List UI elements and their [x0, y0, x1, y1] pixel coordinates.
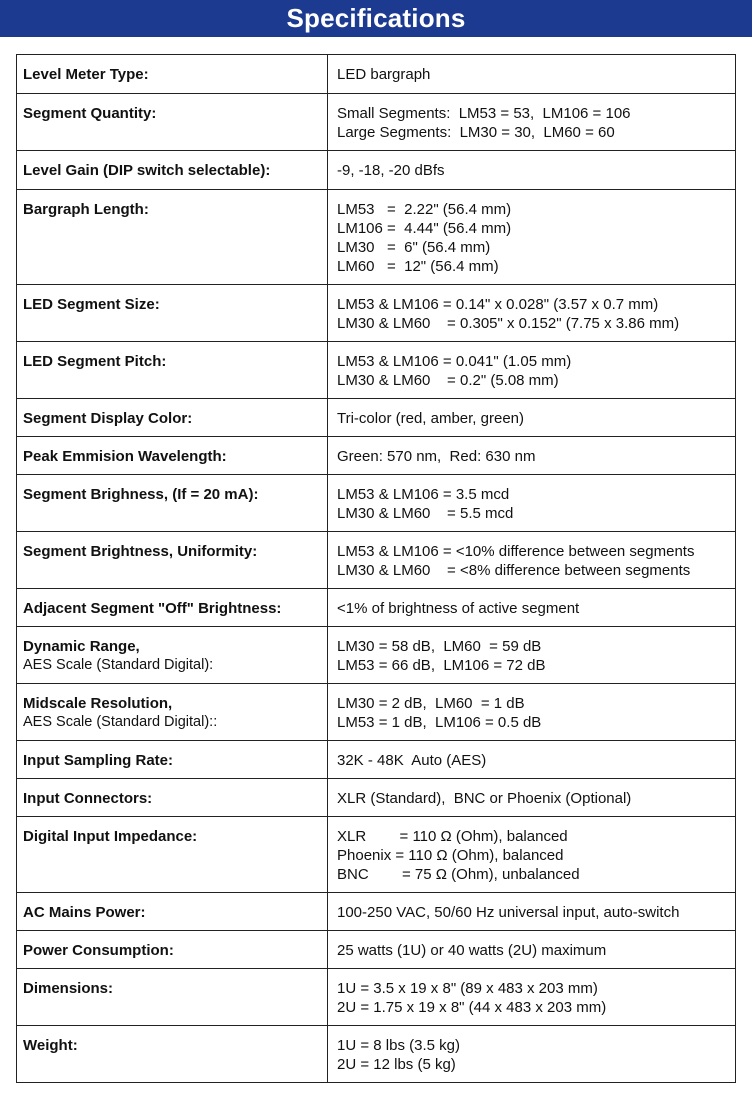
spec-label: Segment Display Color: — [23, 410, 193, 427]
spec-label-cell — [17, 893, 328, 931]
spec-label: Adjacent Segment "Off" Brightness: — [23, 600, 282, 617]
spec-value-cell — [328, 285, 736, 342]
spec-label: Segment Quantity: — [23, 105, 157, 122]
spec-label-cell — [17, 437, 328, 475]
spec-value: LM53 = 2.22" (56.4 mm) — [337, 201, 512, 218]
spec-value: LM53 & LM106 = 0.041" (1.05 mm) — [337, 353, 572, 370]
spec-label-sub: AES Scale (Standard Digital): — [23, 657, 214, 673]
spec-value-cell — [328, 817, 736, 893]
spec-value-cell — [328, 94, 736, 151]
spec-label: Peak Emmision Wavelength: — [23, 448, 227, 465]
spec-label-cell — [17, 342, 328, 399]
spec-value-cell — [328, 342, 736, 399]
spec-row — [17, 893, 736, 931]
spec-value-cell — [328, 399, 736, 437]
spec-label: Level Gain (DIP switch selectable): — [23, 162, 271, 179]
spec-value: LED bargraph — [337, 66, 431, 83]
spec-value: Small Segments: LM53 = 53, LM106 = 106 — [337, 105, 631, 122]
spec-value-cell — [328, 151, 736, 190]
spec-label: Midscale Resolution, — [23, 695, 173, 712]
spec-value: 32K - 48K Auto (AES) — [337, 752, 487, 769]
spec-label-cell — [17, 779, 328, 817]
spec-row — [17, 532, 736, 589]
spec-value: 2U = 1.75 x 19 x 8" (44 x 483 x 203 mm) — [337, 999, 607, 1016]
spec-value-cell — [328, 893, 736, 931]
spec-row — [17, 627, 736, 684]
spec-row — [17, 190, 736, 285]
spec-label: Dynamic Range, — [23, 638, 140, 655]
spec-label-cell — [17, 399, 328, 437]
spec-label-cell — [17, 94, 328, 151]
spec-table — [16, 54, 736, 1083]
spec-value-cell — [328, 475, 736, 532]
spec-label-cell — [17, 589, 328, 627]
spec-value-cell — [328, 55, 736, 94]
spec-row — [17, 399, 736, 437]
spec-label: Weight: — [23, 1037, 78, 1054]
spec-label: Input Sampling Rate: — [23, 752, 173, 769]
spec-value: <1% of brightness of active segment — [337, 600, 580, 617]
spec-value: LM53 & LM106 = 3.5 mcd — [337, 486, 510, 503]
spec-value-cell — [328, 741, 736, 779]
spec-label: Level Meter Type: — [23, 66, 149, 83]
spec-row — [17, 151, 736, 190]
spec-value-cell — [328, 589, 736, 627]
spec-row — [17, 817, 736, 893]
spec-label: Input Connectors: — [23, 790, 153, 807]
spec-value-cell — [328, 969, 736, 1026]
spec-value-cell — [328, 931, 736, 969]
spec-value: LM30 = 6" (56.4 mm) — [337, 239, 491, 256]
spec-row — [17, 94, 736, 151]
spec-row — [17, 931, 736, 969]
spec-value: Green: 570 nm, Red: 630 nm — [337, 448, 536, 465]
spec-label-cell — [17, 931, 328, 969]
spec-value: BNC = 75 Ω (Ohm), unbalanced — [337, 866, 580, 883]
spec-label-cell — [17, 532, 328, 589]
spec-value: LM30 & LM60 = <8% difference between segments — [337, 562, 691, 579]
spec-value: 25 watts (1U) or 40 watts (2U) maximum — [337, 942, 607, 959]
spec-table-body — [17, 55, 736, 1083]
spec-label-cell — [17, 151, 328, 190]
spec-label-cell — [17, 1026, 328, 1083]
spec-value: Phoenix = 110 Ω (Ohm), balanced — [337, 847, 564, 864]
spec-row — [17, 741, 736, 779]
page-title: Specifications — [286, 3, 466, 33]
spec-row — [17, 437, 736, 475]
spec-value: -9, -18, -20 dBfs — [337, 162, 445, 179]
spec-value: XLR (Standard), BNC or Phoenix (Optional) — [337, 790, 632, 807]
spec-label: Bargraph Length: — [23, 201, 149, 218]
spec-value: LM53 & LM106 = 0.14" x 0.028" (3.57 x 0.7 mm) — [337, 296, 659, 313]
spec-label: LED Segment Size: — [23, 296, 160, 313]
spec-value: LM106 = 4.44" (56.4 mm) — [337, 220, 512, 237]
spec-label-cell — [17, 741, 328, 779]
spec-value-cell — [328, 684, 736, 741]
spec-label-cell — [17, 55, 328, 94]
spec-row — [17, 589, 736, 627]
spec-value: LM53 = 1 dB, LM106 = 0.5 dB — [337, 714, 542, 731]
spec-label-sub: AES Scale (Standard Digital):: — [23, 714, 218, 730]
spec-value: LM60 = 12" (56.4 mm) — [337, 258, 499, 275]
spec-label-cell — [17, 627, 328, 684]
spec-value-cell — [328, 1026, 736, 1083]
spec-value-cell — [328, 779, 736, 817]
spec-label: AC Mains Power: — [23, 904, 146, 921]
spec-value: Large Segments: LM30 = 30, LM60 = 60 — [337, 124, 615, 141]
spec-row — [17, 1026, 736, 1083]
spec-label: LED Segment Pitch: — [23, 353, 167, 370]
spec-label-cell — [17, 684, 328, 741]
spec-label-cell — [17, 190, 328, 285]
spec-row — [17, 969, 736, 1026]
spec-value: LM53 & LM106 = <10% difference between segments — [337, 543, 695, 560]
spec-label-cell — [17, 969, 328, 1026]
spec-value: Tri-color (red, amber, green) — [337, 410, 525, 427]
spec-value: LM30 & LM60 = 0.305" x 0.152" (7.75 x 3.86 mm) — [337, 315, 680, 332]
spec-label-cell — [17, 285, 328, 342]
header-bar — [0, 0, 752, 37]
spec-value: LM30 & LM60 = 5.5 mcd — [337, 505, 514, 522]
spec-value: LM30 & LM60 = 0.2" (5.08 mm) — [337, 372, 559, 389]
spec-value: XLR = 110 Ω (Ohm), balanced — [337, 828, 568, 845]
spec-row — [17, 342, 736, 399]
spec-row — [17, 779, 736, 817]
spec-value: 100-250 VAC, 50/60 Hz universal input, auto-switch — [337, 904, 680, 921]
spec-label: Dimensions: — [23, 980, 114, 997]
spec-value-cell — [328, 627, 736, 684]
spec-label: Segment Brightness, Uniformity: — [23, 543, 258, 560]
spec-row — [17, 475, 736, 532]
spec-row — [17, 55, 736, 94]
spec-row — [17, 684, 736, 741]
spec-value: 1U = 8 lbs (3.5 kg) — [337, 1037, 460, 1054]
spec-value-cell — [328, 532, 736, 589]
spec-label-cell — [17, 817, 328, 893]
spec-value-cell — [328, 437, 736, 475]
spec-label: Segment Brighness, (If = 20 mA): — [23, 486, 259, 503]
spec-row — [17, 285, 736, 342]
spec-label: Power Consumption: — [23, 942, 174, 959]
spec-value: LM53 = 66 dB, LM106 = 72 dB — [337, 657, 546, 674]
spec-value: LM30 = 58 dB, LM60 = 59 dB — [337, 638, 542, 655]
spec-value: 2U = 12 lbs (5 kg) — [337, 1056, 456, 1073]
spec-label-cell — [17, 475, 328, 532]
spec-value: 1U = 3.5 x 19 x 8" (89 x 483 x 203 mm) — [337, 980, 598, 997]
spec-value-cell — [328, 190, 736, 285]
spec-label: Digital Input Impedance: — [23, 828, 198, 845]
spec-value: LM30 = 2 dB, LM60 = 1 dB — [337, 695, 525, 712]
